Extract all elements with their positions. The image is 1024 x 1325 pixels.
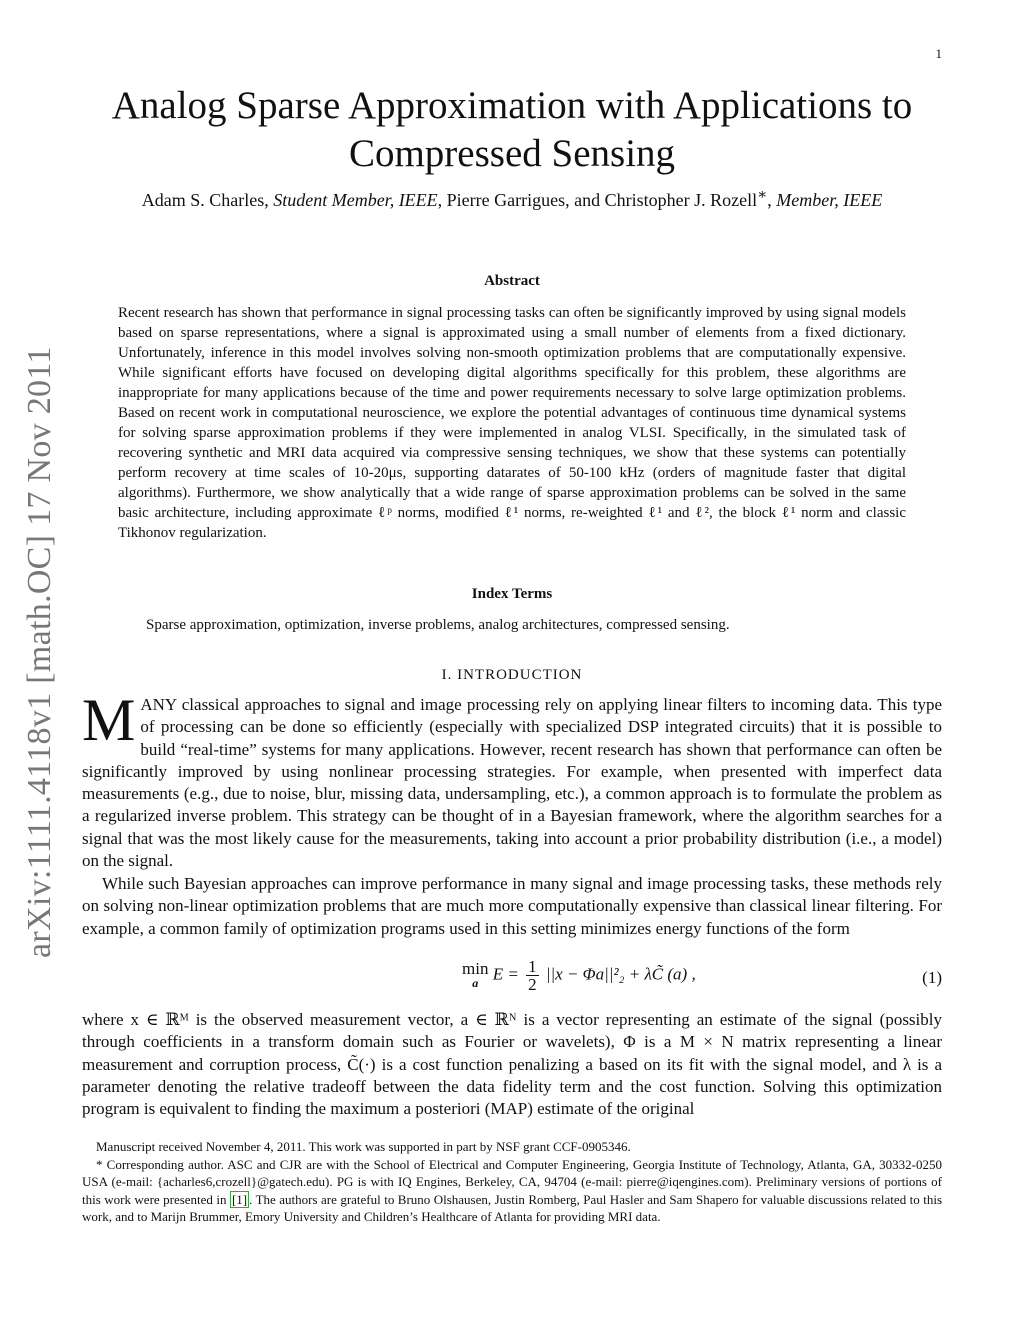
footnote-corresponding-author — [82, 1156, 942, 1226]
abstract-heading: Abstract — [484, 273, 540, 289]
index-terms-heading: Index Terms — [471, 586, 553, 602]
footnote-manuscript: Manuscript received November 4, 2011. This work was supported in part by NSF grant CCF-0905346. — [96, 1139, 631, 1154]
equation-fraction — [526, 958, 539, 993]
footnote-text-b: . The authors are grateful to Bruno Olshausen, Justin Romberg, Paul Hasler and Sam Shapero for valuable discussions related to this work, and to Marijn Brummer, Emory University and Children’s Healthcare of Atlanta for providing MRI data. — [82, 1191, 942, 1225]
author-names: , Pierre Garrigues, and Christopher J. Rozell — [437, 190, 758, 210]
equation-1 — [82, 958, 942, 1002]
abstract-text: Recent research has shown that performance in signal processing tasks can often be significantly improved by using signal models based on sparse representations, where a signal is approximated using a small number of elements from a fixed dictionary. Unfortunately, inference in this model involves solving non-smooth optimization problems that are computationally expensive. While significant efforts have focused on developing digital algorithms specifically for this problem, these algorithms are inappropriate for many applications because of the time and power requirements necessary to solve large optimization problems. Based on recent work in computational neuroscience, we explore the potential advantages of continuous time dynamical systems for solving sparse approximation problems if they were implemented in analog VLSI. Specifically, in the simulated task of recovering synthetic and MRI data acquired via compressive sensing techniques, we show that these systems can potentially perform recovery at time scales of 10-20μs, supporting datarates of 50-100 kHz (orders of magnitude faster that digital algorithms). Furthermore, we show analytically that a wide range of sparse approximation problems can be solved in the same basic architecture, including approximate ℓᵖ norms, modified ℓ¹ norms, re-weighted ℓ¹ and ℓ², the block ℓ¹ norm and classic Tikhonov regularization. — [118, 305, 906, 541]
index-terms-text: Sparse approximation, optimization, inverse problems, analog architectures, compressed sensing. — [146, 617, 730, 633]
fraction-numerator: 1 — [528, 957, 537, 976]
author-affiliation: Student Member, IEEE — [273, 190, 438, 210]
equation-rhs: ||x − Φa||²₂ + λC̃ (a) , — [545, 964, 696, 984]
author-name: Adam S. Charles, — [141, 190, 269, 210]
equation-min-subscript: a — [472, 975, 479, 990]
author-line — [60, 185, 964, 211]
paper-title: Analog Sparse Approximation with Applications to Compressed Sensing — [111, 84, 913, 175]
equation-number: (1) — [922, 968, 942, 987]
equation-min-label: min — [462, 958, 489, 978]
footnotes — [82, 1138, 942, 1226]
fraction-denominator: 2 — [528, 975, 537, 994]
corresponding-author-mark: ∗ — [757, 187, 768, 203]
equation-min-operator — [462, 958, 489, 990]
intro-paragraph-1-text: ANY classical approaches to signal and image processing rely on applying linear filters to incoming data. This type of processing can be done so efficiently (especially with specialized DSP integrated circuits) that it is possible to build “real-time” systems for many applications. However, recent research has shown that performance can often be significantly improved by using nonlinear processing strategies. For example, when presented with imperfect data measurements (e.g., due to noise, blur, missing data, undersampling, etc.), a common approach is to formulate the problem as a regularized inverse problem. This strategy can be thought of in a Bayesian framework, where the algorithm searches for a signal that was the most likely cause for the measurements, taking into account a prior probability distribution (i.e., a model) on the signal. — [82, 695, 942, 871]
arxiv-identifier-stamp: arXiv:1111.4118v1 [math.OC] 17 Nov 2011 — [21, 346, 58, 958]
citation-link[interactable]: [1] — [231, 1191, 248, 1207]
intro-paragraph-3: where x ∈ ℝᴹ is the observed measurement vector, a ∈ ℝᴺ is a vector representing an estimate of the signal (possibly through coefficients in a transform domain such as Fourier or wavelets), Φ is a M × N matrix representing a linear measurement and corruption process, C̃(·) is a cost function penalizing a based on its fit with the signal model, and λ is a parameter denoting the relative tradeoff between the data fidelity term and the cost function. Solving this optimization program is equivalent to finding the maximum a posteriori (MAP) estimate of the original — [82, 1010, 942, 1119]
equation-lhs: E = — [492, 964, 519, 984]
equation-expression — [462, 958, 696, 993]
section-heading-introduction: I. INTRODUCTION — [441, 667, 583, 683]
drop-cap: M — [82, 687, 136, 753]
intro-paragraph-1 — [82, 687, 942, 872]
author-affiliation: Member, IEEE — [776, 190, 883, 210]
intro-paragraph-2: While such Bayesian approaches can improve performance in many signal and image processing tasks, these methods rely on solving non-linear optimization problems that are much more computationally expensive than classical linear filtering. For example, a common family of optimization programs used in this setting minimizes energy functions of the form — [82, 874, 942, 938]
author-separator: , — [767, 190, 772, 210]
footnote-text-a: * Corresponding author. ASC and CJR are with the School of Electrical and Computer Engineering, Georgia Institute of Technology, Atlanta, GA, 30332-0250 USA (e-mail: {acharles6,crozell}@gatech.edu). PG is with IQ Engines, Berkeley, CA, 94704 (e-mail: pierre@iqengines.com). Preliminary versions of portions of this work were presented in — [82, 1156, 942, 1207]
page-number: 1 — [935, 46, 942, 61]
